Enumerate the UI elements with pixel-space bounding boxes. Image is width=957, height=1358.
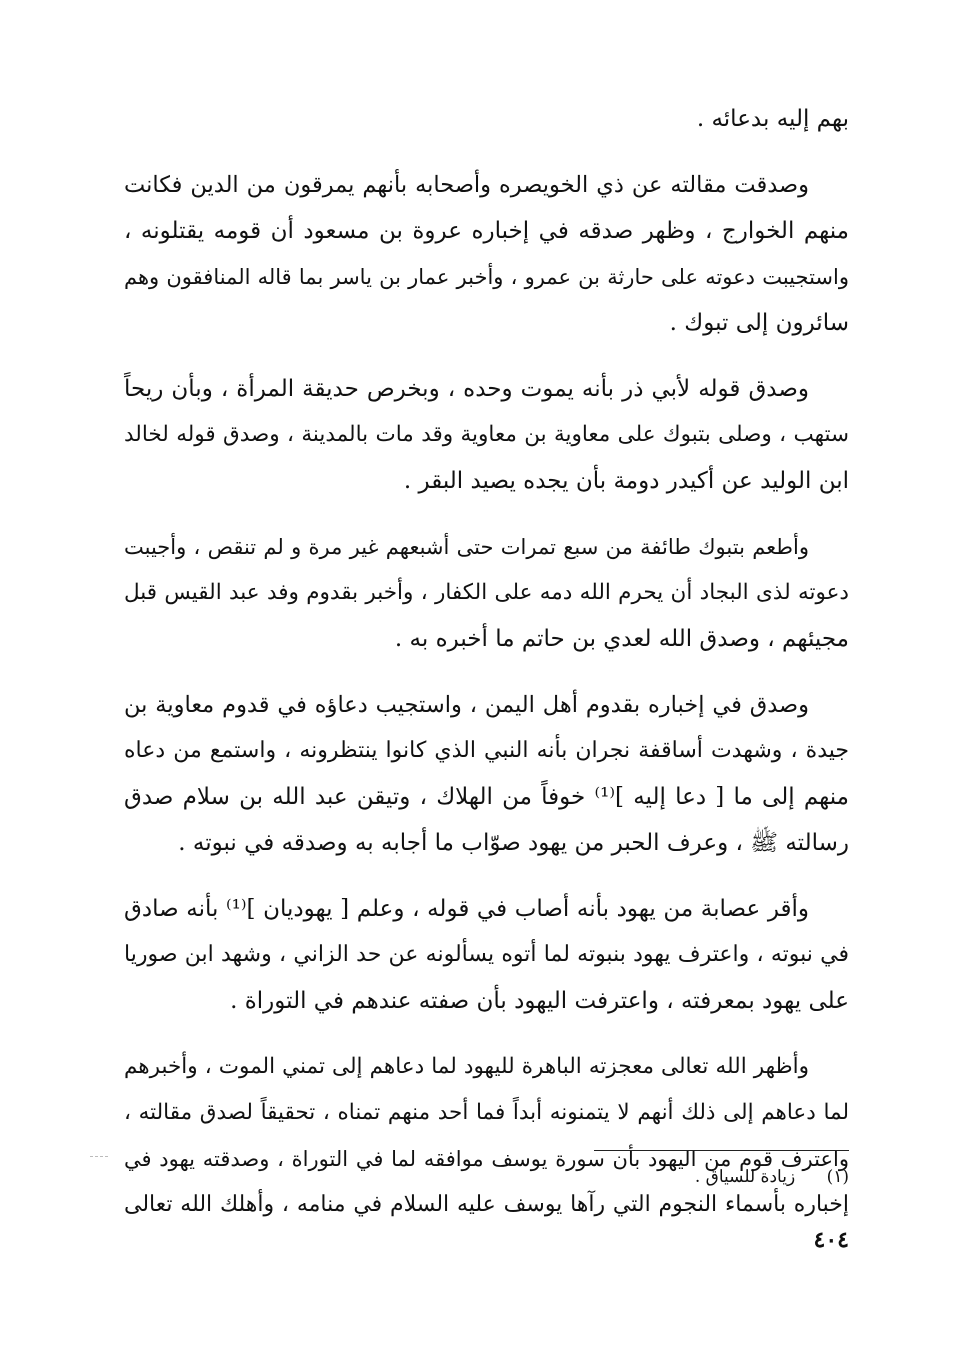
paragraph: [124, 1044, 849, 1228]
text-line: وصدق قوله لأبي ذر بأنه يموت وحده ، وبخرص حديقة المرأة ، وبأن ريحاً: [124, 376, 809, 402]
paragraph: [124, 96, 849, 142]
text-line: وأظهر الله تعالى معجزته الباهرة لليهود لما دعاهم إلى تمني الموت ، وأخبرهم: [124, 1054, 809, 1079]
text-line: على يهود بمعرفته ، واعترفت اليهود بأن صفته عندهم في التوراة .: [230, 988, 849, 1014]
text-line: وأقر عصابة من يهود بأنه أصاب في قوله ، وعلم [ يهوديان ]⁽¹⁾ بأنه صادق: [124, 896, 810, 922]
paragraph: [124, 524, 849, 662]
text-line: سائرون إلى تبوك .: [669, 310, 849, 336]
scan-mark: [90, 1156, 108, 1157]
paragraph: [124, 162, 849, 346]
main-text: [124, 96, 849, 1248]
text-line: دعوته لذى البجاد أن يحرم الله دمه على الكفار ، وأخبر بقدوم وفد عبد القيس قبل: [124, 580, 849, 605]
text-line: منهم الخوارج ، وظهر صدقه في إخباره عروة بن مسعود أن قومه يقتلونه ،: [124, 218, 849, 244]
paragraph: [124, 682, 849, 866]
text-line: ابن الوليد عن أكيدر دومة بأن يجده يصيد البقر .: [403, 468, 849, 494]
page-number: ٤٠٤: [813, 1227, 849, 1253]
paragraph: [124, 366, 849, 504]
paragraph: [124, 886, 849, 1024]
text-line: في نبوته ، واعترف يهود بنبوته لما أتوه يسألونه عن حد الزاني ، وشهد ابن صوريا: [124, 942, 849, 967]
text-line: منهم إلى ما [ دعا إليه ]⁽¹⁾ خوفاً من الهلاك ، وتيقن عبد الله بن سلام صدق: [124, 784, 849, 810]
footnote-text: زيادة للسياق .: [694, 1167, 796, 1187]
text-line: إخباره بأسماء النجوم التي رآها يوسف عليه السلام في منامه ، وأهلك الله تعالى: [124, 1192, 849, 1217]
text-line: واستجيبت دعوته على حارثة بن عمرو ، وأخبر عمار بن ياسر بما قاله المنافقون وهم: [124, 265, 849, 289]
text-line: لما دعاهم إلى ذلك أنهم لا يتمنونه أبداً فما أحد منهم تمناه ، تحقيقاً لصدق مقالته ،: [124, 1100, 849, 1125]
text-line: رسالته ﷺ ، وعرف الحبر من يهود صوّاب ما أجابه به وصدقه في نبوته .: [178, 830, 849, 856]
text-line: جيدة ، وشهدت أساقفة نجران بأنه النبي الذي كانوا ينتظرونه ، واستمع من دعاه: [124, 738, 849, 763]
text-line: مجيئهم ، وصدق الله لعدي بن حاتم ما أخبره به .: [394, 626, 849, 652]
footnote: [695, 1163, 849, 1191]
footnote-divider: [594, 1150, 849, 1151]
text-line: ستهب ، وصلى بتبوك على معاوية بن معاوية وقد مات بالمدينة ، وصدق قوله لخالد: [124, 422, 849, 447]
footnote-number: (١): [826, 1167, 849, 1187]
text-line: واعترف قوم من اليهود بأن سورة يوسف موافقه لما في التوراة ، وصدقته يهود في: [124, 1147, 849, 1171]
text-line: وصدق في إخباره بقدوم أهل اليمن ، واستجيب دعاؤه في قدوم معاوية بن: [124, 692, 809, 718]
text-line: بهم إليه بدعائه .: [696, 106, 849, 132]
text-line: وصدقت مقالته عن ذي الخويصره وأصحابه بأنهم يمرقون من الدين فكانت: [124, 172, 809, 198]
text-line: وأطعم بتبوك طائفة من سبع تمرات حتى أشبعهم غير مرة و لم تنقص ، وأجيبت: [124, 535, 809, 559]
